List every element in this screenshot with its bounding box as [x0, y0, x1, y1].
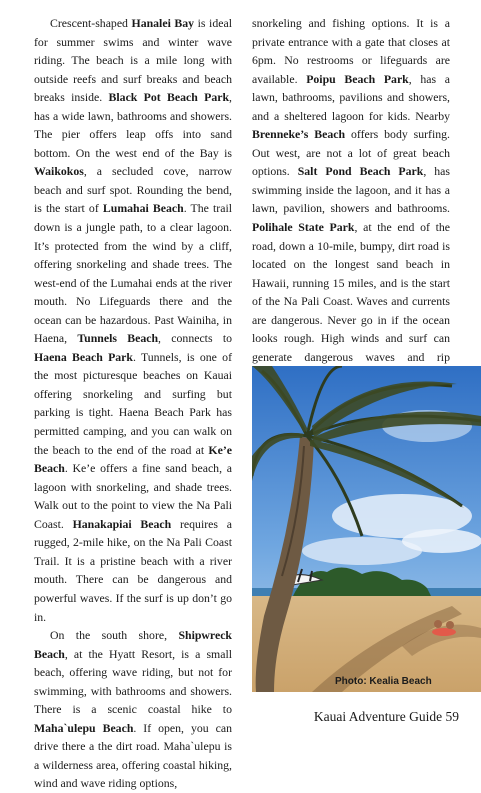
text-run: . Ke’e offers a fine sand beach, a lagoon with snorkeling, and shade trees. Walk out to the point to view the Na Pali Coast.: [34, 461, 232, 531]
text-run: , has swimming inside the lagoon, and it has a lawn, pavilion, showers and bathrooms.: [252, 164, 450, 216]
beach-name: Shipwreck Beach: [34, 628, 232, 661]
text-run: , has a lawn, bathrooms, pavilions and showers, and a sheltered lagoon for kids. Nearby: [252, 71, 450, 123]
left-column: [34, 14, 232, 793]
beach-name: Salt Pond Beach Park: [297, 164, 424, 179]
beach-name: Poipu Beach Park: [306, 71, 409, 86]
text-run: , connects to: [158, 331, 233, 346]
beach-name: Black Pot Beach Park: [108, 90, 230, 105]
photo-caption: Photo: Kealia Beach: [335, 676, 432, 687]
beach-name: Polihale State Park: [252, 220, 355, 235]
text-run: . If open, you can drive there a the dirt road. Maha`ulepu is a wilderness area, offering coastal hiking, wind and wave riding options,: [34, 720, 232, 791]
beach-photo: [252, 366, 481, 692]
beach-name: Ke’e Beach: [34, 442, 232, 476]
text-run: , at the end of the road, down a 10-mile, bumpy, dirt road is located on the longest sand beach in Hawaii, running 15 miles, and is the start of the Na Pali Coast. Waves and currents are dangerous. Never go in if the ocean looks rough. High winds and surf can generate dangerous waves and rip: [252, 220, 450, 364]
text-run: . The trail down is a jungle path, to a clear lagoon. It’s protected from the wind by a cliff, offering snorkeling and shade trees. The west-end of the Lumahai ends at the river mouth. No Lifeguards there and the ocean can be hazardous. Past Wainiha, in Haena,: [34, 201, 233, 346]
beach-name: Waikokos: [34, 164, 84, 179]
text-run: . Tunnels, is one of the most picturesque beaches on Kauai offering snorkeling and surfing but parking is tight. Haena Beach Park has permitted camping, and you can walk on the beach to the end of the road at: [34, 349, 232, 457]
text-run: is ideal for summer swims and winter wave riding. The beach is a mile long with outside reefs and surf breaks and beach breaks inside.: [34, 16, 232, 105]
paragraph-south-shore: [34, 626, 232, 793]
beach-name: Lumahai Beach: [102, 201, 184, 216]
beach-name: Hanakapiai Beach: [72, 516, 172, 531]
text-run: snorkeling and fishing options. It is a private entrance with a gate that closes at 6pm. No restrooms or lifeguards are available.: [252, 16, 450, 86]
paragraph-south-west: [252, 14, 450, 403]
right-column: [252, 14, 450, 403]
text-run: , at the Hyatt Resort, is a small beach, offering wave riding, but not for swimming, with bathrooms and showers. There is a scenic coastal hike to: [34, 646, 232, 717]
beach-name: Haena Beach Park: [34, 349, 133, 364]
text-run: Crescent-shaped: [50, 16, 132, 30]
page-footer: Kauai Adventure Guide 59: [313, 709, 459, 724]
beach-name: Brenneke’s Beach: [252, 127, 346, 142]
text-run: , a secluded cove, narrow beach and surf spot. Rounding the bend, is the start of: [34, 164, 232, 216]
paragraph-north-shore: [34, 14, 232, 626]
beach-name: Hanalei Bay: [131, 16, 195, 30]
text-run: offers body surfing. Out west, are not a lot of great beach options.: [252, 127, 450, 179]
text-run: , has a wide lawn, bathrooms and showers. The pier offers leap offs into sand bottom. On the west end of the Bay is: [34, 90, 232, 160]
beach-name: Maha`ulepu Beach: [34, 720, 134, 735]
beach-name: Tunnels Beach: [77, 331, 159, 346]
text-run: On the south shore,: [50, 628, 179, 643]
text-run: requires a rugged, 2-mile hike, on the Na Pali Coast Trail. It is a pristine beach with a river mouth. There can be dangerous and powerful waves. If the surf is up don’t go in.: [34, 516, 232, 624]
